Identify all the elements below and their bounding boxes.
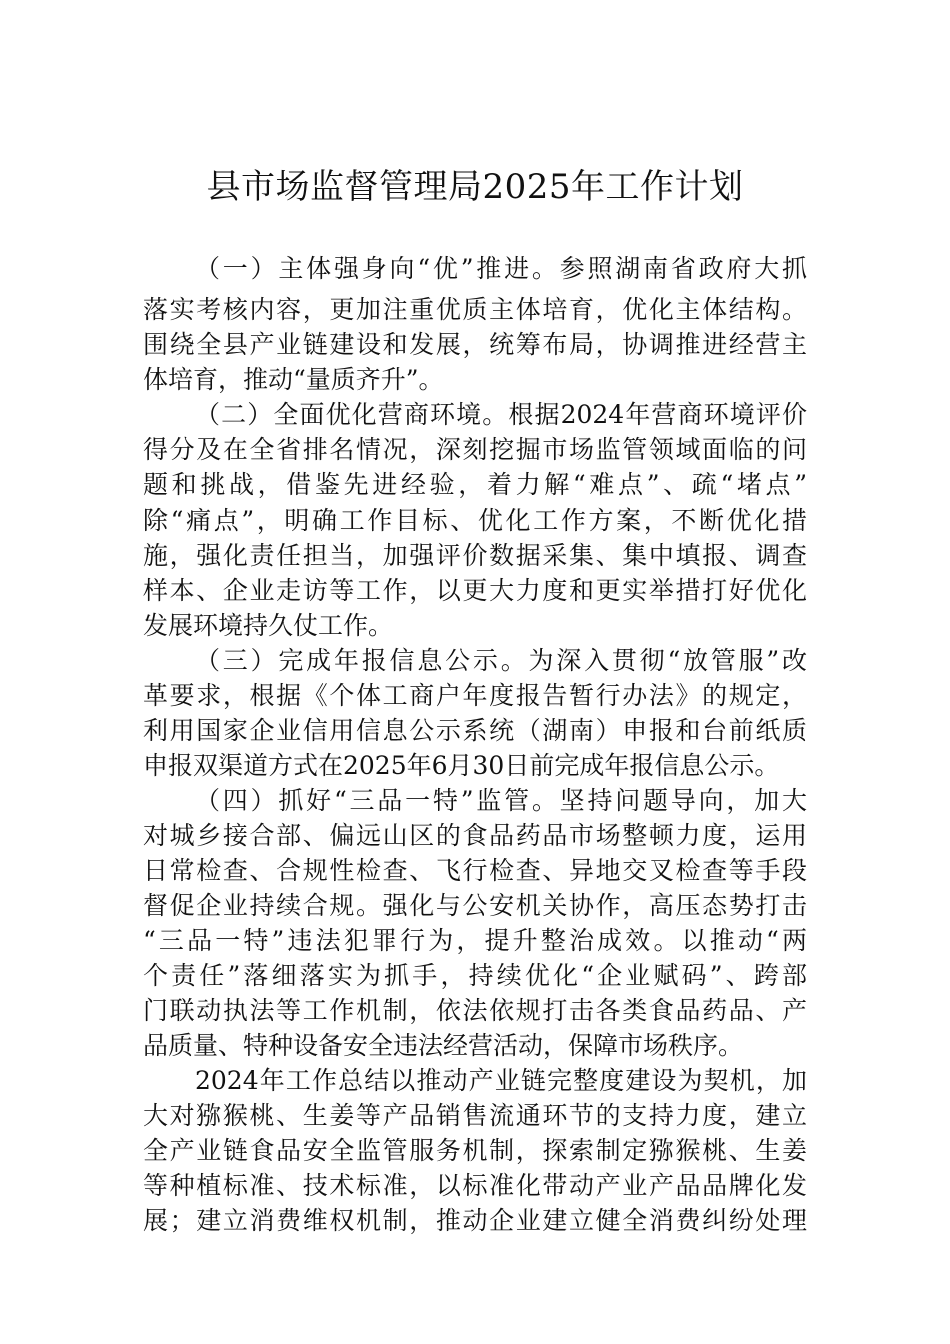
paragraph-5-line-3: 全产业链食品安全监管服务机制，探索制定猕猴桃、生姜: [143, 1136, 807, 1165]
paragraph-3-line-2: 革要求，根据《个体工商户年度报告暂行办法》的规定，: [143, 681, 807, 710]
paragraph-4-line-3: 日常检查、合规性检查、飞行检查、异地交叉检查等手段: [143, 856, 807, 885]
paragraph-4-line-5: “三品一特”违法犯罪行为，提升整治成效。以推动“两: [143, 926, 807, 955]
paragraph-4-line-2: 对城乡接合部、偏远山区的食品药品市场整顿力度，运用: [143, 821, 807, 850]
paragraph-4-line-6: 个责任”落细落实为抓手，持续优化“企业赋码”、跨部: [143, 961, 807, 990]
paragraph-2-line-6: 样本、企业走访等工作，以更大力度和更实举措打好优化: [143, 576, 807, 605]
paragraph-2-line-5: 施，强化责任担当，加强评价数据采集、集中填报、调查: [143, 541, 807, 570]
paragraph-4-line-7: 门联动执法等工作机制，依法依规打击各类食品药品、产: [143, 996, 807, 1025]
paragraph-3-line-4: 申报双渠道方式在2025年6月30日前完成年报信息公示。: [143, 751, 780, 780]
paragraph-5-line-5: 展；建立消费维权机制，推动企业建立健全消费纠纷处理: [143, 1206, 807, 1235]
paragraph-4-line-1: （四）抓好“三品一特”监管。坚持问题导向，加大: [195, 786, 807, 815]
paragraph-2-line-7: 发展环境持久仗工作。: [143, 611, 394, 640]
paragraph-5-line-1: 2024年工作总结以推动产业链完整度建设为契机，加: [195, 1066, 807, 1095]
document-title: 县市场监督管理局2025年工作计划: [206, 167, 744, 207]
paragraph-1-line-3: 围绕全县产业链建设和发展，统筹布局，协调推进经营主: [143, 330, 807, 359]
paragraph-4-line-8: 品质量、特种设备安全违法经营活动，保障市场秩序。: [143, 1031, 744, 1060]
paragraph-3-line-3: 利用国家企业信用信息公示系统（湖南）申报和台前纸质: [143, 716, 807, 745]
paragraph-2-line-3: 题和挑战，借鉴先进经验，着力解“难点”、疏“堵点”: [143, 470, 807, 499]
paragraph-1-line-2: 落实考核内容，更加注重优质主体培育，优化主体结构。: [143, 295, 807, 324]
paragraph-3-line-1: （三）完成年报信息公示。为深入贯彻“放管服”改: [195, 646, 807, 675]
paragraph-1-line-4: 体培育，推动“量质齐升”。: [143, 365, 444, 394]
paragraph-4-line-4: 督促企业持续合规。强化与公安机关协作，高压态势打击: [143, 891, 807, 920]
paragraph-2-line-4: 除“痛点”，明确工作目标、优化工作方案，不断优化措: [143, 506, 807, 535]
paragraph-2-line-2: 得分及在全省排名情况，深刻挖掘市场监管领域面临的问: [143, 435, 807, 464]
paragraph-5-line-2: 大对猕猴桃、生姜等产品销售流通环节的支持力度，建立: [143, 1101, 807, 1130]
paragraph-2-line-1: （二）全面优化营商环境。根据2024年营商环境评价: [195, 400, 807, 429]
paragraph-1-line-1: （一）主体强身向“优”推进。参照湖南省政府大抓: [195, 254, 807, 283]
paragraph-5-line-4: 等种植标准、技术标准，以标准化带动产业产品品牌化发: [143, 1171, 807, 1200]
